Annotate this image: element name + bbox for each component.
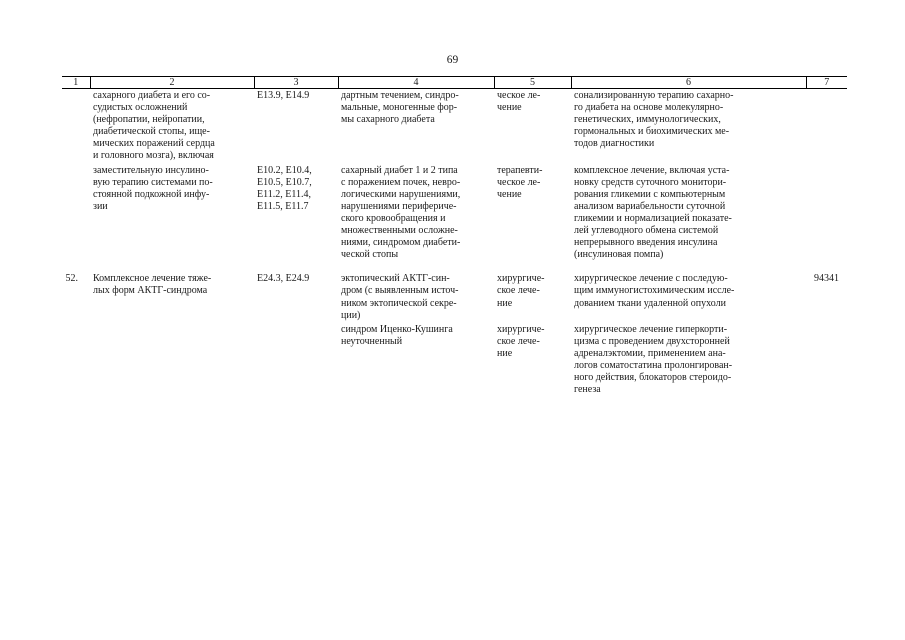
procedure-name bbox=[90, 261, 254, 321]
treatment-method bbox=[571, 322, 806, 397]
procedure-name bbox=[90, 322, 254, 397]
cell-text-line: хирургическое лечение гиперкорти- bbox=[574, 323, 728, 335]
cell-text-line: комплексное лечение, включая уста- bbox=[574, 164, 730, 176]
cell-text-line: тодов диагностики bbox=[574, 138, 655, 150]
cost-value bbox=[806, 89, 847, 163]
column-header-7: 7 bbox=[806, 77, 847, 89]
patient-model bbox=[338, 89, 494, 163]
icd-codes bbox=[254, 163, 338, 262]
procedures-table bbox=[62, 76, 847, 396]
cell-text-line: ческое ле- bbox=[497, 176, 541, 188]
column-header-6: 6 bbox=[571, 77, 806, 89]
icd-codes bbox=[254, 322, 338, 397]
cell-text-line: щим иммуногистохимическим иссле- bbox=[574, 285, 735, 297]
treatment-type bbox=[494, 163, 571, 262]
treatment-type bbox=[494, 89, 571, 163]
cell-text-line: хирургиче- bbox=[497, 273, 545, 285]
cost-value bbox=[806, 322, 847, 397]
cell-text-line: зии bbox=[93, 200, 108, 212]
cost-value bbox=[806, 163, 847, 262]
cell-text-line: го диабета на основе молекулярно- bbox=[574, 102, 724, 114]
cell-text-line: лей углеводного обмена системой bbox=[574, 225, 719, 237]
cell-text-line: E10.2, E10.4, bbox=[257, 164, 312, 176]
cell-text-line: (инсулиновая помпа) bbox=[574, 249, 664, 261]
cell-text-line: E11.2, E11.4, bbox=[257, 188, 311, 200]
cell-text-line: новку средств суточного монитори- bbox=[574, 176, 727, 188]
cell-text-line: генетических, иммунологических, bbox=[574, 114, 721, 126]
table-row bbox=[62, 261, 847, 321]
table-row bbox=[62, 163, 847, 262]
cell-text-line: гормональных и биохимических ме- bbox=[574, 126, 730, 138]
cell-text-line: гликемии и нормализацией показате- bbox=[574, 212, 732, 224]
cell-text-line: непрерывного введения инсулина bbox=[574, 237, 718, 249]
cell-text-line: (нефропатии, нейропатии, bbox=[93, 114, 205, 126]
cell-text-line: лых форм АКТГ-синдрома bbox=[93, 285, 208, 297]
cell-text-line: чение bbox=[497, 188, 522, 200]
page-number: 69 bbox=[446, 54, 459, 66]
cell-text-line: мы сахарного диабета bbox=[341, 114, 435, 126]
cell-text-line: хирургическое лечение с последую- bbox=[574, 273, 728, 285]
cell-text-line: анализом вариабельности суточной bbox=[574, 200, 726, 212]
cell-text-line: ции) bbox=[341, 309, 361, 321]
cell-text-line: сонализированную терапию сахарно- bbox=[574, 90, 734, 101]
column-header-3: 3 bbox=[254, 77, 338, 89]
cell-text-line: ником эктопической секре- bbox=[341, 297, 457, 309]
cell-text-line: вую терапию системами по- bbox=[93, 176, 213, 188]
cell-text-line: Комплексное лечение тяже- bbox=[93, 273, 212, 285]
cell-text-line: рования гликемии с компьютерным bbox=[574, 188, 726, 200]
cell-text-line: ского кровообращения и bbox=[341, 212, 446, 224]
column-header-5: 5 bbox=[494, 77, 571, 89]
cell-text-line: диабетической стопы, ище- bbox=[93, 126, 210, 138]
cell-text-line: эктопический АКТГ-син- bbox=[341, 273, 450, 285]
cell-text-line: синдром Иценко-Кушинга bbox=[341, 323, 453, 335]
cell-text-line: хирургиче- bbox=[497, 323, 545, 335]
cell-text-line: логов соматостатина пролонгирован- bbox=[574, 359, 733, 371]
treatment-type bbox=[494, 261, 571, 321]
cell-text-line: нарушениями перифериче- bbox=[341, 200, 457, 212]
cell-text-line: ское лече- bbox=[497, 285, 540, 297]
column-header-4: 4 bbox=[338, 77, 494, 89]
cell-text-line: сахарный диабет 1 и 2 типа bbox=[341, 164, 458, 176]
patient-model bbox=[338, 163, 494, 262]
cell-text-line: с поражением почек, невро- bbox=[341, 176, 461, 188]
icd-codes: E24.3, E24.9 bbox=[257, 273, 310, 285]
cell-text-line: сахарного диабета и его со- bbox=[93, 90, 211, 101]
patient-model bbox=[338, 261, 494, 321]
cell-text-line: E10.5, E10.7, bbox=[257, 176, 312, 188]
row-number bbox=[62, 89, 90, 163]
cell-text-line: и головного мозга), включая bbox=[93, 150, 214, 162]
cell-text-line: ческой стопы bbox=[341, 249, 399, 261]
treatment-method bbox=[571, 163, 806, 262]
treatment-type bbox=[494, 322, 571, 397]
cell-text-line: мических поражений сердца bbox=[93, 138, 215, 150]
cell-text-line: ние bbox=[497, 297, 513, 309]
cell-text-line: судистых осложнений bbox=[93, 102, 188, 114]
column-number-header bbox=[62, 77, 847, 89]
cell-text-line: дром (с выявленным источ- bbox=[341, 285, 459, 297]
cell-text-line: дованием ткани удаленной опухоли bbox=[574, 297, 726, 309]
cell-text-line: генеза bbox=[574, 384, 601, 396]
cell-text-line: ние bbox=[497, 347, 513, 359]
row-number bbox=[62, 322, 90, 397]
cell-text-line: цизма с проведением двухсторонней bbox=[574, 335, 730, 347]
cell-text-line: мальные, моногенные фор- bbox=[341, 102, 458, 114]
cell-text-line: логическими нарушениями, bbox=[341, 188, 461, 200]
row-number bbox=[62, 163, 90, 262]
table-row bbox=[62, 322, 847, 397]
cell-text-line: множественными осложне- bbox=[341, 225, 458, 237]
cell-text-line: ниями, синдромом диабети- bbox=[341, 237, 461, 249]
procedure-name bbox=[90, 89, 254, 163]
cell-text-line: чение bbox=[497, 102, 522, 114]
patient-model bbox=[338, 322, 494, 397]
cell-text-line: адреналэктомии, применением ана- bbox=[574, 347, 726, 359]
procedure-name bbox=[90, 163, 254, 262]
cell-text-line: дартным течением, синдро- bbox=[341, 90, 459, 101]
cell-text-line: E11.5, E11.7 bbox=[257, 200, 309, 212]
table-row bbox=[62, 89, 847, 163]
cell-text-line: неуточненный bbox=[341, 335, 403, 347]
cell-text-line: заместительную инсулино- bbox=[93, 164, 209, 176]
cell-text-line: стоянной подкожной инфу- bbox=[93, 188, 210, 200]
cell-text-line: ческое ле- bbox=[497, 90, 541, 101]
cost-value: 94341 bbox=[814, 273, 839, 285]
cell-text-line: терапевти- bbox=[497, 164, 543, 176]
column-header-1: 1 bbox=[62, 77, 90, 89]
column-header-2: 2 bbox=[90, 77, 254, 89]
treatment-method bbox=[571, 261, 806, 321]
icd-codes: E13.9, E14.9 bbox=[257, 90, 310, 101]
treatment-method bbox=[571, 89, 806, 163]
row-number: 52. bbox=[65, 273, 78, 285]
cell-text-line: ного действия, блокаторов стероидо- bbox=[574, 372, 732, 384]
cell-text-line: ское лече- bbox=[497, 335, 540, 347]
